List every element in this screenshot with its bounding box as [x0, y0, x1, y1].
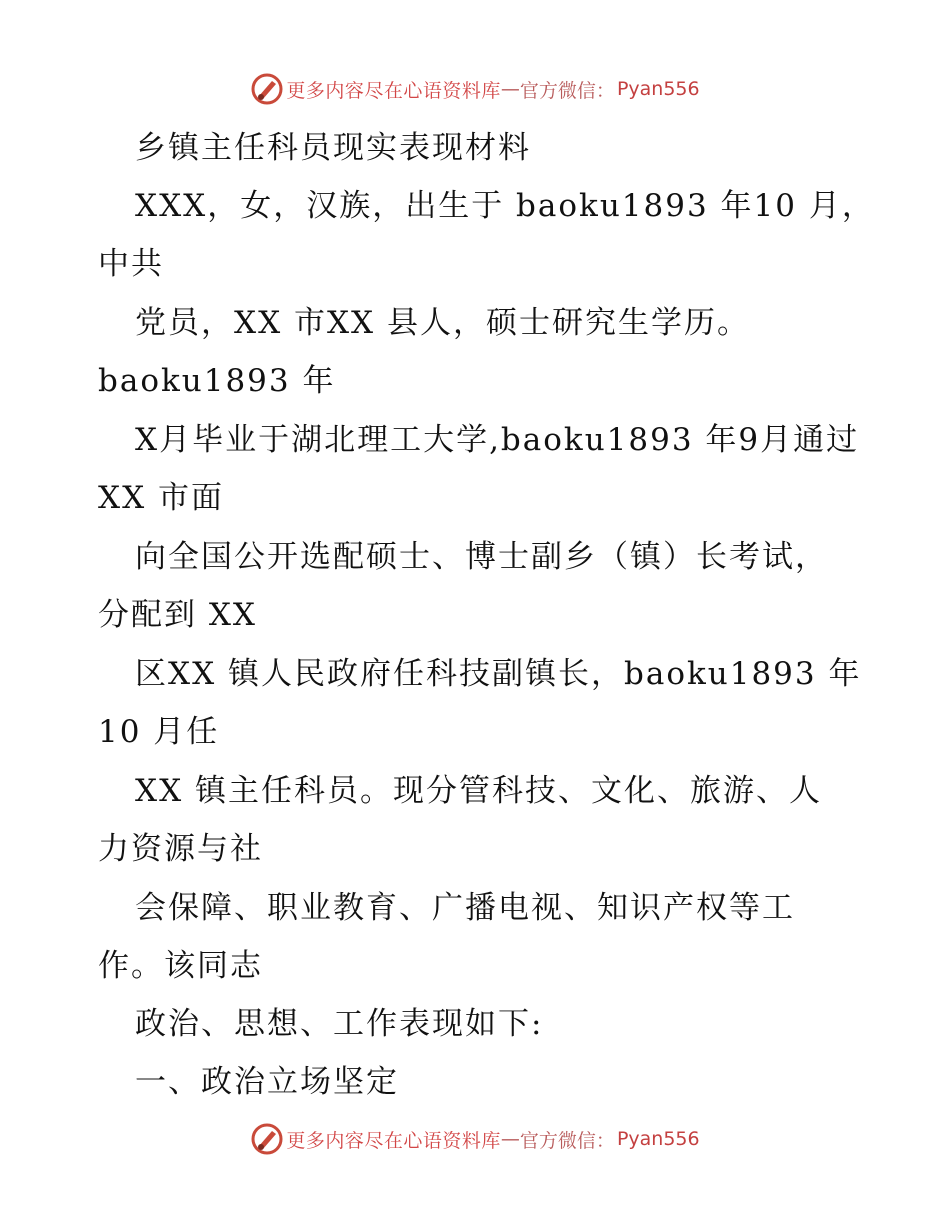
- logo-icon: [250, 72, 284, 106]
- watermark-dash: —: [500, 78, 520, 100]
- text-line: 区XX 镇人民政府任科技副镇长，baoku1893 年: [135, 656, 862, 692]
- watermark-dash: —: [500, 1128, 520, 1150]
- text-line: 分配到 XX: [98, 597, 257, 633]
- watermark-text: 更多内容尽在心语资料库: [286, 79, 501, 102]
- text-line: XX 镇主任科员。现分管科技、文化、旅游、人: [135, 773, 822, 809]
- header-watermark: [0, 72, 950, 106]
- text-line: 向全国公开选配硕士、博士副乡（镇）长考试，: [135, 539, 828, 575]
- text-line: X月毕业于湖北理工大学,baoku1893 年9月通过: [135, 422, 860, 458]
- text-line: XXX，女，汉族，出生于 baoku1893 年10 月，: [135, 188, 875, 224]
- text-line: 会保障、职业教育、广播电视、知识产权等工: [135, 890, 795, 926]
- text-line: 政治、思想、工作表现如下:: [135, 1006, 544, 1042]
- footer-watermark: [0, 1122, 950, 1156]
- text-line: 党员，XX 市XX 县人，硕士研究生学历。: [135, 305, 750, 341]
- section-heading: 一、政治立场坚定: [135, 1064, 399, 1100]
- document-title: 乡镇主任科员现实表现材料: [135, 130, 531, 166]
- watermark-wechat-id: Pyan556: [616, 78, 700, 100]
- text-line: 10 月任: [98, 714, 220, 750]
- text-line: 力资源与社: [98, 831, 263, 867]
- text-line: 中共: [98, 246, 164, 282]
- text-line: 作。该同志: [98, 948, 263, 984]
- logo-icon: [250, 1122, 284, 1156]
- watermark-text: 更多内容尽在心语资料库: [286, 1129, 501, 1152]
- watermark-wechat-label: 官方微信：: [519, 79, 615, 102]
- text-line: XX 市面: [98, 480, 224, 516]
- watermark-wechat-id: Pyan556: [616, 1128, 700, 1150]
- watermark-wechat-label: 官方微信：: [519, 1129, 615, 1152]
- text-line: baoku1893 年: [98, 363, 336, 399]
